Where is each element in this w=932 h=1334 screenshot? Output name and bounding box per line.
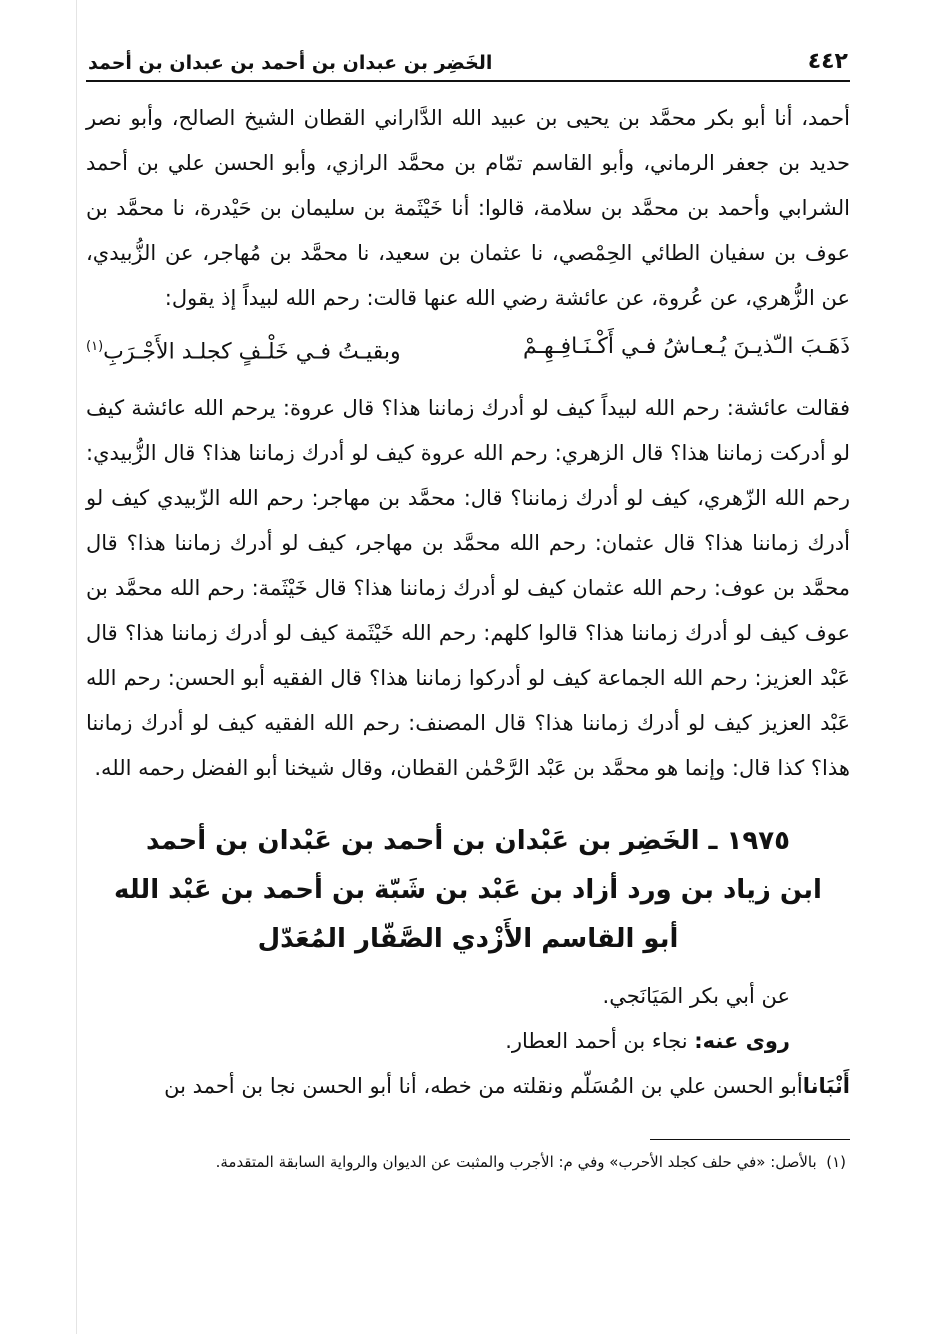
- akhbarana-line: [86, 1064, 850, 1109]
- narrated-from: عن أبي بكر المَيَانَجي.: [602, 984, 790, 1009]
- narrated-by: نجاء بن أحمد العطار.: [505, 1029, 688, 1054]
- heading-line-1: ١٩٧٥ ـ الخَضِر بن عَبْدان بن أحمد بن عَبْدان بن أحمد: [146, 826, 790, 857]
- scan-edge-line: [76, 0, 77, 1334]
- footnote: [86, 1148, 850, 1176]
- footnote-marker: (١): [86, 339, 104, 354]
- page-number: ٤٤٢: [807, 49, 848, 74]
- verse-first-hemistich: ذَهَـبَ الـّذيـنَ يُـعـاشُ فـي أَكْـنَـافِـهِـمْ: [522, 334, 850, 359]
- main-text: [86, 96, 850, 791]
- footnote-text: بالأصل: «في حلف كجلد الأحرب» وفي م: الأجرب والمثبت عن الديوان والرواية السابقة المتقدمة.: [215, 1153, 817, 1172]
- isnad-paragraph: أحمد، أنا أبو بكر محمَّد بن يحيى بن عبيد الله الدَّاراني القطان الشيخ الصالح، وأبو نصر حديد بن جعفر الرماني، وأبو القاسم تمّام بن محمَّد الرازي، وأبو الحسن علي بن أحمد الشرابي وأحمد بن محمَّد بن سلامة، قالوا: أنا خَيْثَمة بن سليمان بن حَيْدرة، نا محمَّد بن عوف بن سفيان الطائي الحِمْصي، نا عثمان بن سعيد، نا محمَّد بن مُهاجر، عن الزُّبيدي، عن الزُّهري، عن عُروة، عن عائشة رضي الله عنها قالت: رحم الله لبيداً إذ يقول:: [86, 106, 850, 310]
- book-page: [86, 38, 850, 1176]
- heading-line-2: ابن زياد بن ورد أزاد بن عَبْد بن شَبّة بن أحمد بن عَبْد الله: [114, 875, 822, 906]
- akhbarana-text: أبو الحسن علي بن المُسَلّم ونقلته من خطه، أنا أبو الحسن نجا بن أحمد بن: [164, 1074, 803, 1099]
- heading-line-3: أبو القاسم الأَزْدي الصَّفّار المُعَدّل: [257, 924, 679, 955]
- narration-paragraph: فقالت عائشة: رحم الله لبيداً كيف لو أدرك زماننا هذا؟ قال عروة: يرحم الله عائشة كيف لو أدركت زماننا هذا؟ قال الزهري: رحم الله عروة كيف لو أدرك زماننا هذا؟ قال الزُّبيدي: رحم الله الزّهري، كيف لو أدرك زماننا؟ قال: محمَّد بن مهاجر: رحم الله الزّبيدي كيف لو أدرك زماننا هذا؟ قال عثمان: رحم الله محمَّد بن مهاجر، كيف لو أدرك زماننا هذا؟ قال محمَّد بن عوف: رحم الله عثمان كيف لو أدرك زماننا هذا؟ قال خَيْثَمة: رحم الله محمَّد بن عوف كيف لو أدرك زماننا هذا؟ قالوا كلهم: رحم الله خَيْثَمة كيف لو أدرك زماننا هذا؟ قال عَبْد العزيز: رحم الله الجماعة كيف لو أدركوا زماننا هذا؟ قال الفقيه أبو الحسن: رحم الله عَبْد العزيز كيف لو أدرك زماننا هذا؟ قال المصنف: رحم الله الفقيه كيف لو أدرك زماننا هذا؟ كذا قال: وإنما هو محمَّد بن عَبْد الرَّحْمٰن القطان، وقال شيخنا أبو الفضل رحمه الله.: [86, 396, 850, 781]
- narrated-by-label: روى عنه:: [694, 1029, 790, 1054]
- running-title: الخَضِر بن عبدان بن أحمد بن عبدان بن أحمد: [88, 52, 493, 74]
- biography-heading: [86, 817, 850, 964]
- footnote-number: (١): [826, 1153, 846, 1172]
- akhbarana-label: أَنْبَانا: [802, 1074, 850, 1099]
- footnote-divider: [650, 1139, 850, 1140]
- entry-meta: [86, 974, 850, 1064]
- narrated-by-line: [86, 1019, 790, 1064]
- entry-text: [86, 1064, 850, 1109]
- poetry-verse: [86, 327, 850, 372]
- verse-second-hemistich: وبقيـتُ فـي خَلْـفٍ كجلـد الأَجْـرَبِ$^{(١)}$: [86, 339, 401, 365]
- page-header: [86, 38, 850, 82]
